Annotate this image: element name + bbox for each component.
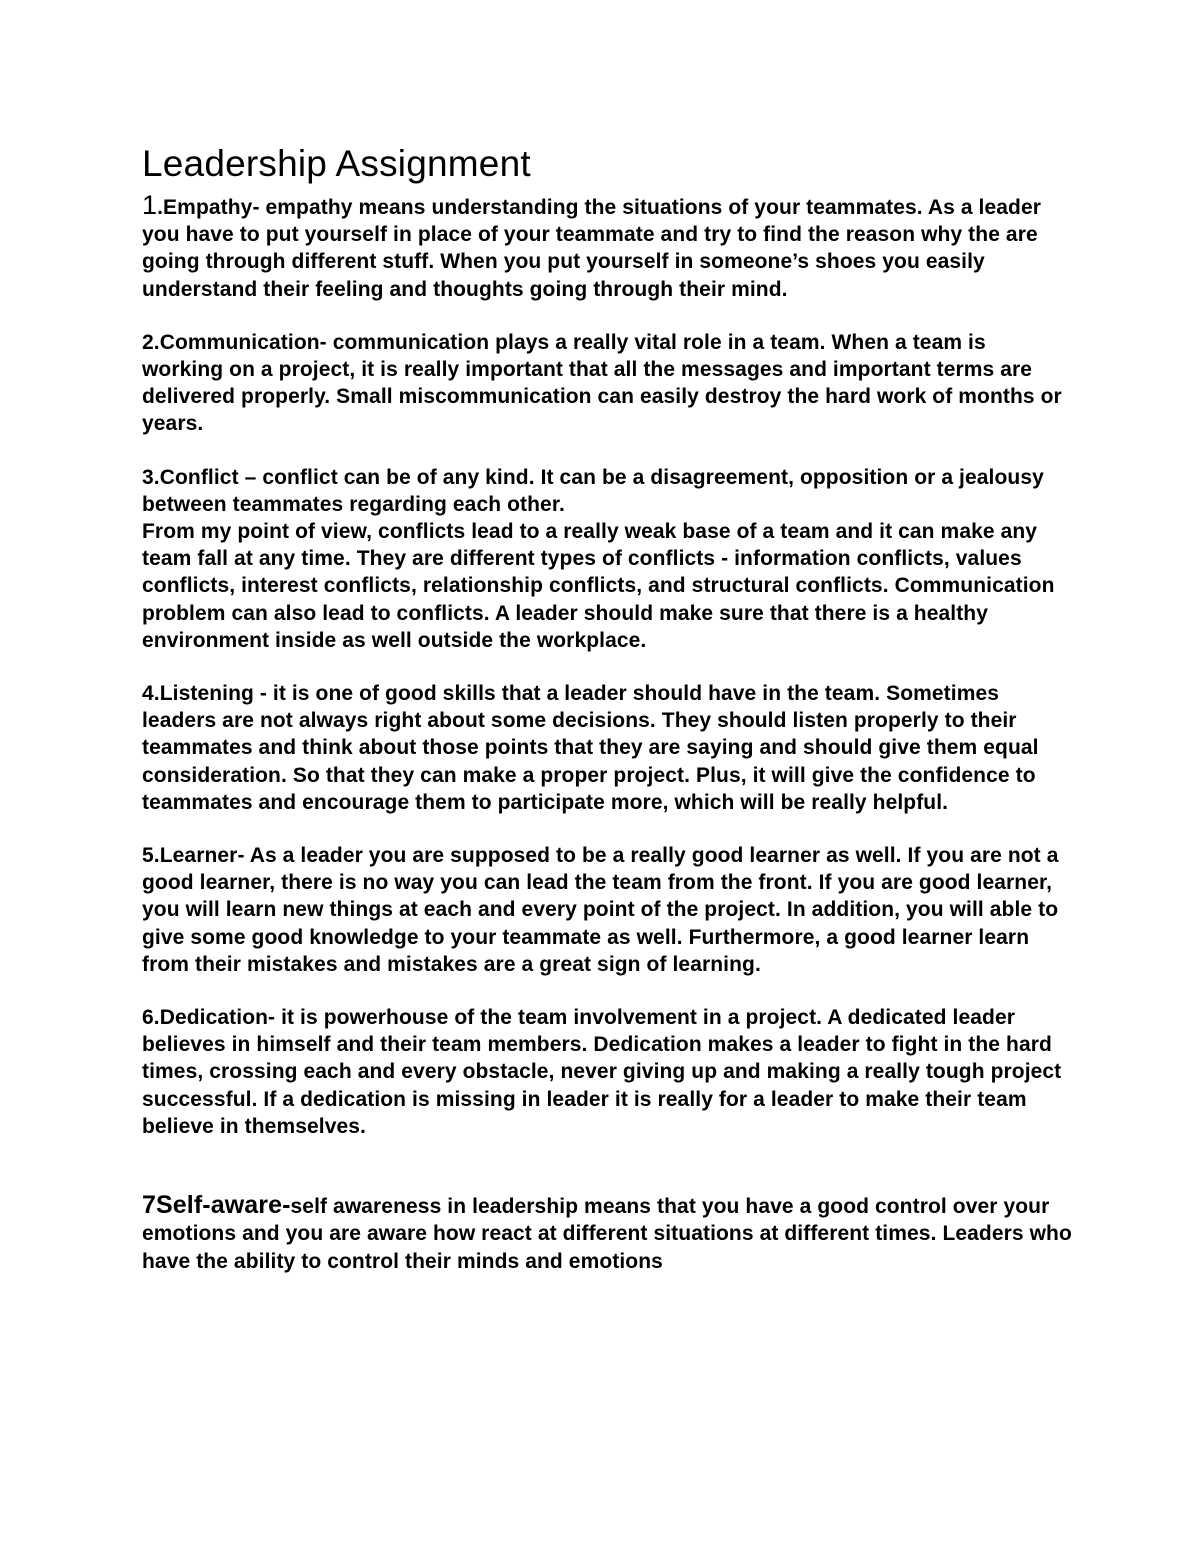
document-title: Leadership Assignment bbox=[142, 143, 531, 184]
item-number: 1 bbox=[142, 190, 158, 220]
paragraph-heading: Self-aware- bbox=[156, 1191, 291, 1220]
paragraph-empathy bbox=[142, 192, 1072, 303]
paragraph-listening bbox=[142, 680, 1072, 816]
item-number: 7 bbox=[142, 1191, 157, 1220]
paragraph-learner bbox=[142, 842, 1072, 978]
paragraph-text: .Empathy- empathy means understanding the situations of your teammates. As a leader you have to put yourself in place of your teammate and try to find the reason why the are going through different stuff. When you put yourself in someone’s shoes you easily understand their feeling and thoughts going through their mind. bbox=[142, 196, 1042, 301]
paragraph-self-aware bbox=[142, 1192, 1072, 1275]
paragraph-text-continued: From my point of view, conflicts lead to a really weak base of a team and it can make any team fall at any time. They are different types of conflicts - information conflicts, values conflicts, interest conflicts, relationship conflicts, and structural conflicts. Communication problem can also lead to conflicts. A leader should make sure that there is a healthy environment inside as well outside the workplace. bbox=[142, 520, 1055, 652]
paragraph-conflict bbox=[142, 464, 1072, 654]
paragraph-text: self awareness in leadership means that you have a good control over your emotions and you are aware how react at different situations at different times. Leaders who have the ability to control their minds and emotions bbox=[142, 1195, 1072, 1273]
paragraph-text: 3.Conflict – conflict can be of any kind. It can be a disagreement, opposition or a jealousy between teammates regarding each other. bbox=[142, 465, 1044, 516]
paragraph-text: 5.Learner- As a leader you are supposed to be a really good learner as well. If you are not a good learner, there is no way you can lead the team from the front. If you are good learner, you will learn new things at each and every point of the project. In addition, you will able to give some good knowledge to your teammate as well. Furthermore, a good learner learn from their mistakes and mistakes are a great sign of learning. bbox=[142, 844, 1059, 976]
paragraph-text: 2.Communication- communication plays a really vital role in a team. When a team is working on a project, it is really important that all the messages and important terms are delivered properly. Small miscommunication can easily destroy the hard work of months or years. bbox=[142, 330, 1062, 436]
paragraph-dedication bbox=[142, 1004, 1072, 1140]
document-page bbox=[142, 138, 1072, 1301]
paragraph-text: 4.Listening - it is one of good skills that a leader should have in the team. Sometimes leaders are not always right about some decisions. They should listen properly to their teammates and think about those points that they are saying and should give them equal consideration. So that they can make a proper project. Plus, it will give the confidence to teammates and encourage them to participate more, which will be really helpful. bbox=[142, 682, 1039, 814]
paragraph-text: 6.Dedication- it is powerhouse of the team involvement in a project. A dedicated leader believes in himself and their team members. Dedication makes a leader to fight in the hard times, crossing each and every obstacle, never giving up and making a really tough project successful. If a dedication is missing in leader it is really for a leader to make their team believe in themselves. bbox=[142, 1006, 1062, 1138]
paragraph-communication bbox=[142, 329, 1072, 438]
